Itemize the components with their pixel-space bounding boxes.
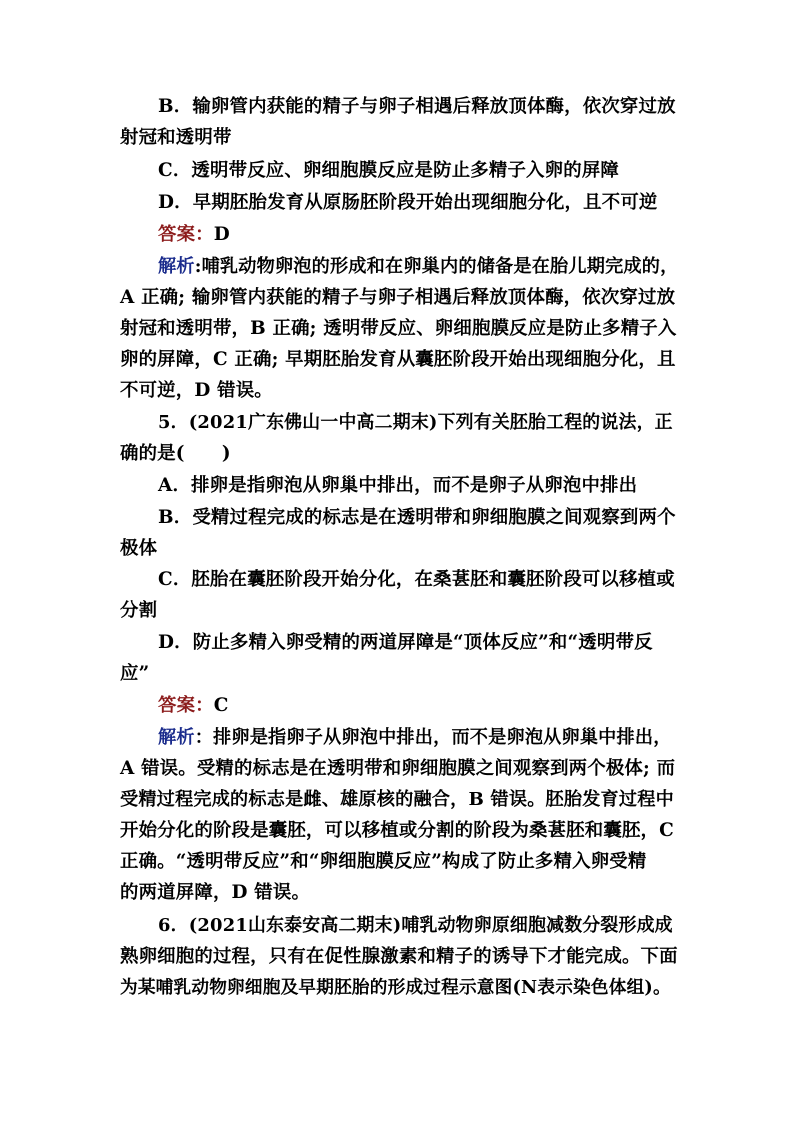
explanation-text: :哺乳动物卵泡的形成和在卵巢内的储备是在胎儿期完成的， [194,256,679,277]
answer-value: D [213,224,230,245]
explanation-line: 受精过程完成的标志是雌、雄原核的融合，B 错误。胚胎发育过程中 [120,789,674,810]
option-d-continuation: 应” [120,663,150,684]
question-5-stem: 5．(2021广东佛山一中高二期末)下列有关胚胎工程的说法，正 [158,412,673,433]
option-c-line: C．透明带反应、卵细胞膜反应是防止多精子入卵的屏障 [158,160,620,181]
explanation-line: A 错误。受精的标志是在透明带和卵细胞膜之间观察到两个极体; 而 [120,758,676,779]
option-b-continuation: 极体 [120,538,158,559]
explanation-line: 卵的屏障，C 正确; 早期胚胎发育从囊胚阶段开始出现细胞分化，且 [120,349,676,370]
answer-line-q4 [158,219,230,250]
explanation-line: 开始分化的阶段是囊胚，可以移植或分割的阶段为桑葚胚和囊胚，C [120,820,674,841]
explanation-label: 解析 [158,727,195,748]
question-6-stem-continuation: 熟卵细胞的过程，只有在促性腺激素和精子的诱导下才能完成。下面 [120,946,678,967]
option-b-line: B．输卵管内获能的精子与卵子相遇后释放顶体酶，依次穿过放 [158,96,676,117]
explanation-line-q5 [158,722,672,753]
answer-line-q5 [158,690,229,721]
explanation-line-q4 [158,251,678,282]
explanation-line: 正确。“透明带反应”和“卵细胞膜反应”构成了防止多精入卵受精 [120,851,647,872]
option-d-line: D．早期胚胎发育从原肠胚阶段开始出现细胞分化，且不可逆 [158,192,658,213]
answer-label: 答案： [158,224,214,245]
option-b-line: B．受精过程完成的标志是在透明带和卵细胞膜之间观察到两个 [158,507,676,528]
explanation-text: ：排卵是指卵子从卵泡中排出，而不是卵泡从卵巢中排出， [194,727,672,748]
explanation-label: 解析 [158,256,195,277]
question-5-stem-continuation: 确的是( ) [120,443,231,464]
option-a-line: A．排卵是指卵泡从卵巢中排出，而不是卵子从卵泡中排出 [158,475,638,496]
option-c-continuation: 分割 [120,600,158,621]
question-6-stem-continuation: 为某哺乳动物卵细胞及早期胚胎的形成过程示意图(N表示染色体组)。 [120,977,671,998]
option-d-line: D．防止多精入卵受精的两道屏障是“顶体反应”和“透明带反 [158,632,653,653]
explanation-line: 的两道屏障，D 错误。 [120,882,311,903]
explanation-line: A 正确; 输卵管内获能的精子与卵子相遇后释放顶体酶，依次穿过放 [120,287,676,308]
option-b-continuation: 射冠和透明带 [120,127,232,148]
answer-value: C [213,695,229,716]
option-c-line: C．胚胎在囊胚阶段开始分化，在桑葚胚和囊胚阶段可以移植或 [158,569,675,590]
answer-label: 答案： [158,695,214,716]
question-6-stem: 6．(2021山东泰安高二期末)哺乳动物卵原细胞减数分裂形成成 [158,915,673,936]
explanation-line: 射冠和透明带，B 正确; 透明带反应、卵细胞膜反应是防止多精子入 [120,318,677,339]
explanation-line: 不可逆，D 错误。 [120,380,273,401]
